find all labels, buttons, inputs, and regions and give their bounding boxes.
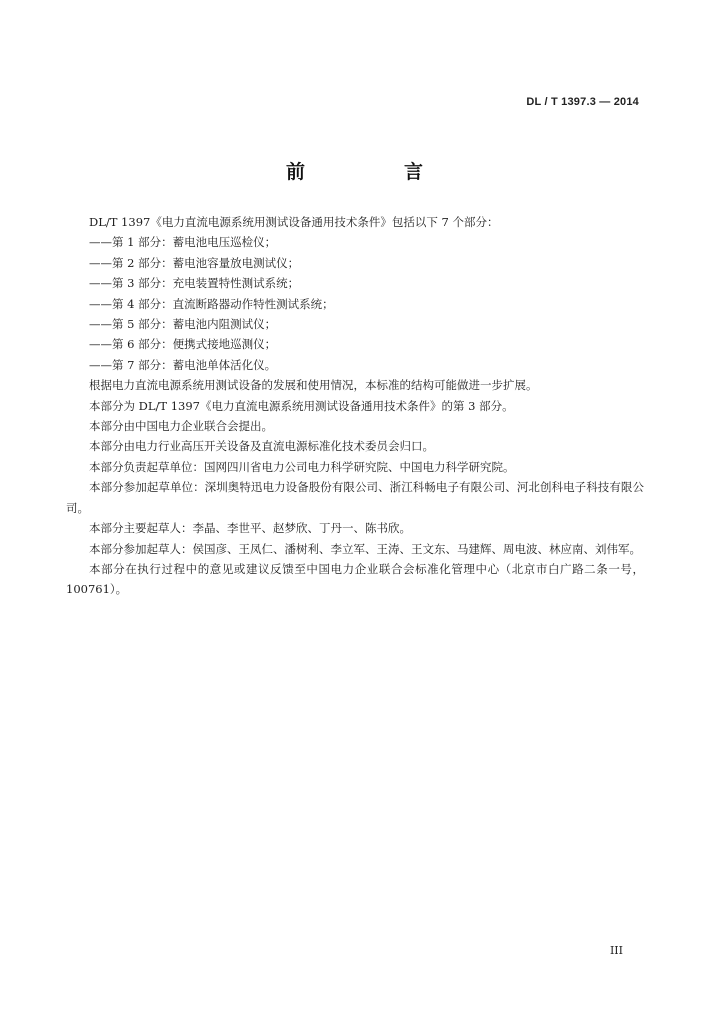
list-item: ——第 7 部分：蓄电池单体活化仪。 bbox=[89, 357, 277, 372]
document-body bbox=[66, 212, 644, 600]
paragraph-lead-drafting-units: 本部分负责起草单位：国网四川省电力公司电力科学研究院、中国电力科学研究院。 bbox=[89, 459, 515, 474]
paragraph-proposed-by: 本部分由中国电力企业联合会提出。 bbox=[89, 419, 273, 434]
list-item: ——第 1 部分：蓄电池电压巡检仪； bbox=[89, 235, 277, 250]
paragraph-feedback: 本部分在执行过程中的意见或建议反馈至中国电力企业联合会标准化管理中心（北京市白广路二条一号，100761）。 bbox=[66, 561, 644, 597]
paragraph-main-drafters: 本部分主要起草人：李晶、李世平、赵梦欣、丁丹一、陈书欣。 bbox=[89, 521, 411, 536]
parts-list bbox=[66, 232, 644, 375]
standard-code: DL / T 1397.3 — 2014 bbox=[526, 96, 639, 108]
list-item: ——第 4 部分：直流断路器动作特性测试系统； bbox=[89, 296, 334, 311]
paragraph-structure-note: 根据电力直流电源系统用测试设备的发展和使用情况，本标准的结构可能做进一步扩展。 bbox=[89, 378, 538, 393]
list-item: ——第 6 部分：便携式接地巡测仪； bbox=[89, 337, 277, 352]
page-title: 前 言 bbox=[285, 161, 463, 183]
intro-paragraph: DL/T 1397《电力直流电源系统用测试设备通用技术条件》包括以下 7 个部分： bbox=[89, 215, 499, 229]
paragraph-participating-drafters: 本部分参加起草人：侯国彦、王凤仁、潘树利、李立军、王涛、王文东、马建辉、周电波、林应南、刘伟军。 bbox=[89, 541, 641, 556]
list-item: ——第 2 部分：蓄电池容量放电测试仪； bbox=[89, 255, 300, 270]
paragraph-part-statement: 本部分为 DL/T 1397《电力直流电源系统用测试设备通用技术条件》的第 3 部分。 bbox=[89, 398, 514, 413]
page-number: III bbox=[609, 944, 623, 957]
list-item: ——第 3 部分：充电装置特性测试系统； bbox=[89, 276, 300, 291]
paragraph-centralized-by: 本部分由电力行业高压开关设备及直流电源标准化技术委员会归口。 bbox=[89, 439, 434, 454]
paragraph-participating-units: 本部分参加起草单位：深圳奥特迅电力设备股份有限公司、浙江科畅电子有限公司、河北创科电子科技有限公司。 bbox=[66, 480, 644, 515]
list-item: ——第 5 部分：蓄电池内阻测试仪； bbox=[89, 317, 277, 332]
